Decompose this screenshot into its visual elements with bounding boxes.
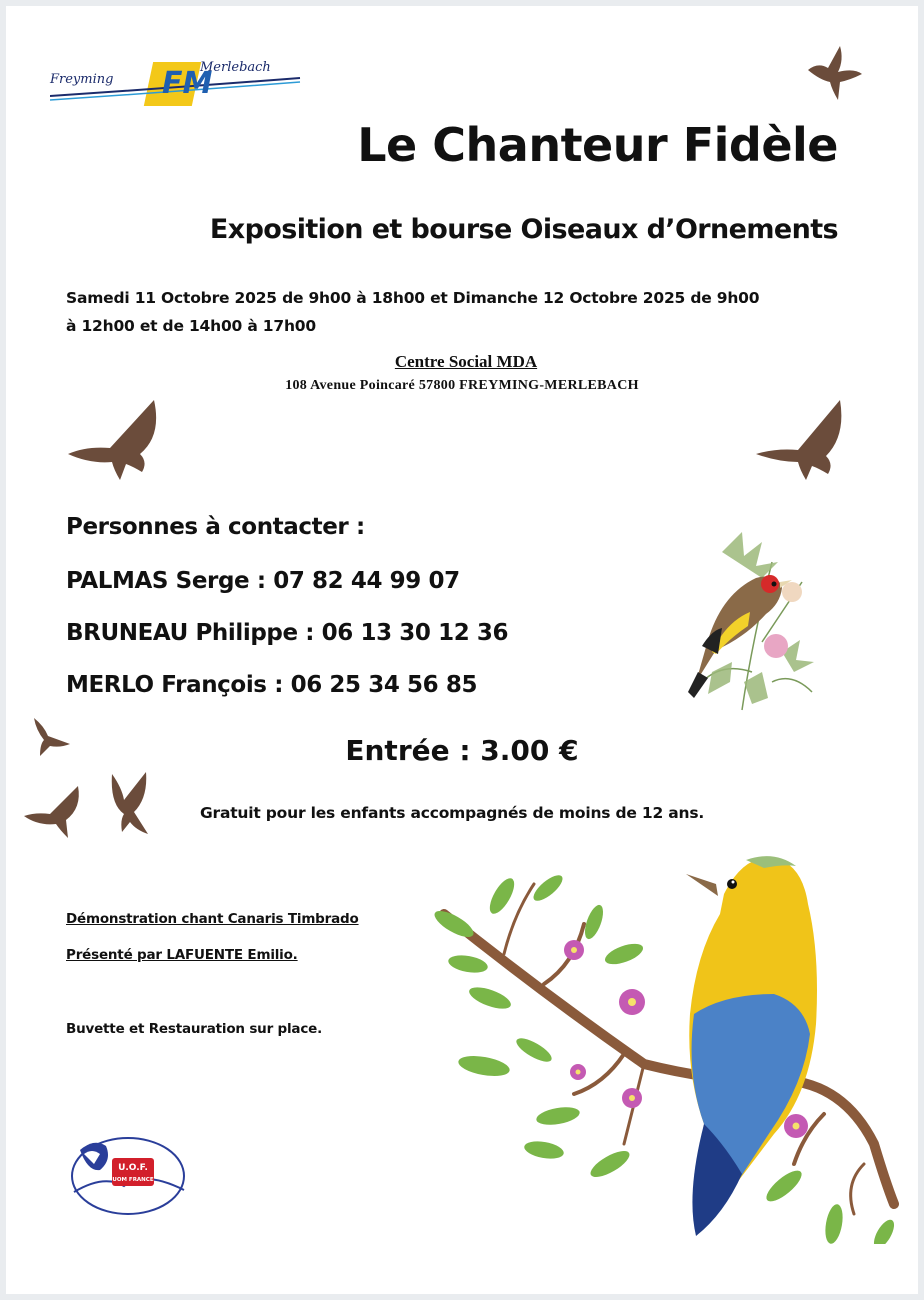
free-entry-note: Gratuit pour les enfants accompagnés de moins de 12 ans. xyxy=(200,804,705,822)
page-title: Le Chanteur Fidèle xyxy=(357,118,838,172)
small-bird-1-icon xyxy=(30,714,72,758)
logo-text-freyming: Freyming xyxy=(50,72,114,87)
venue-name: Centre Social MDA xyxy=(394,352,538,371)
demo-text: Démonstration chant Canaris Timbrado xyxy=(66,911,359,927)
contacts-heading: Personnes à contacter : xyxy=(66,514,365,540)
uof-badge-logo xyxy=(64,1130,192,1218)
dove-silhouette-icon xyxy=(804,40,864,104)
page-subtitle: Exposition et bourse Oiseaux d’Ornements xyxy=(209,214,838,245)
small-bird-3-icon xyxy=(106,768,154,838)
venue-address: 108 Avenue Poincaré 57800 FREYMING-MERLEBACH xyxy=(285,378,639,393)
contact-merlo: MERLO François : 06 25 34 56 85 xyxy=(66,672,478,698)
goldfinch-illustration xyxy=(682,522,822,712)
bird-silhouette-right-icon xyxy=(756,396,846,482)
badge-line-2: UOM FRANCE xyxy=(112,1177,154,1183)
flyer-page xyxy=(6,6,918,1294)
venue-block xyxy=(6,352,918,394)
schedule-line-1: Samedi 11 Octobre 2025 de 9h00 à 18h00 et Dimanche 12 Octobre 2025 de 9h00 xyxy=(66,289,760,307)
bird-silhouette-left-icon xyxy=(66,396,162,482)
logo-text-merlebach: Merlebach xyxy=(200,60,271,75)
freyming-merlebach-logo xyxy=(50,58,305,110)
refreshments-text: Buvette et Restauration sur place. xyxy=(66,1021,323,1037)
badge-line-1: U.O.F. xyxy=(118,1163,148,1173)
contact-palmas: PALMAS Serge : 07 82 44 99 07 xyxy=(66,568,460,594)
small-bird-2-icon xyxy=(22,782,84,840)
entry-price: Entrée : 3.00 € xyxy=(345,734,579,767)
logo-monogram: FM xyxy=(162,66,213,101)
canary-branch-illustration xyxy=(424,844,904,1244)
contact-bruneau: BRUNEAU Philippe : 06 13 30 12 36 xyxy=(66,620,509,646)
schedule-line-2: à 12h00 et de 14h00 à 17h00 xyxy=(66,317,316,335)
schedule-text xyxy=(66,284,806,340)
presenter-text: Présenté par LAFUENTE Emilio. xyxy=(66,947,298,963)
